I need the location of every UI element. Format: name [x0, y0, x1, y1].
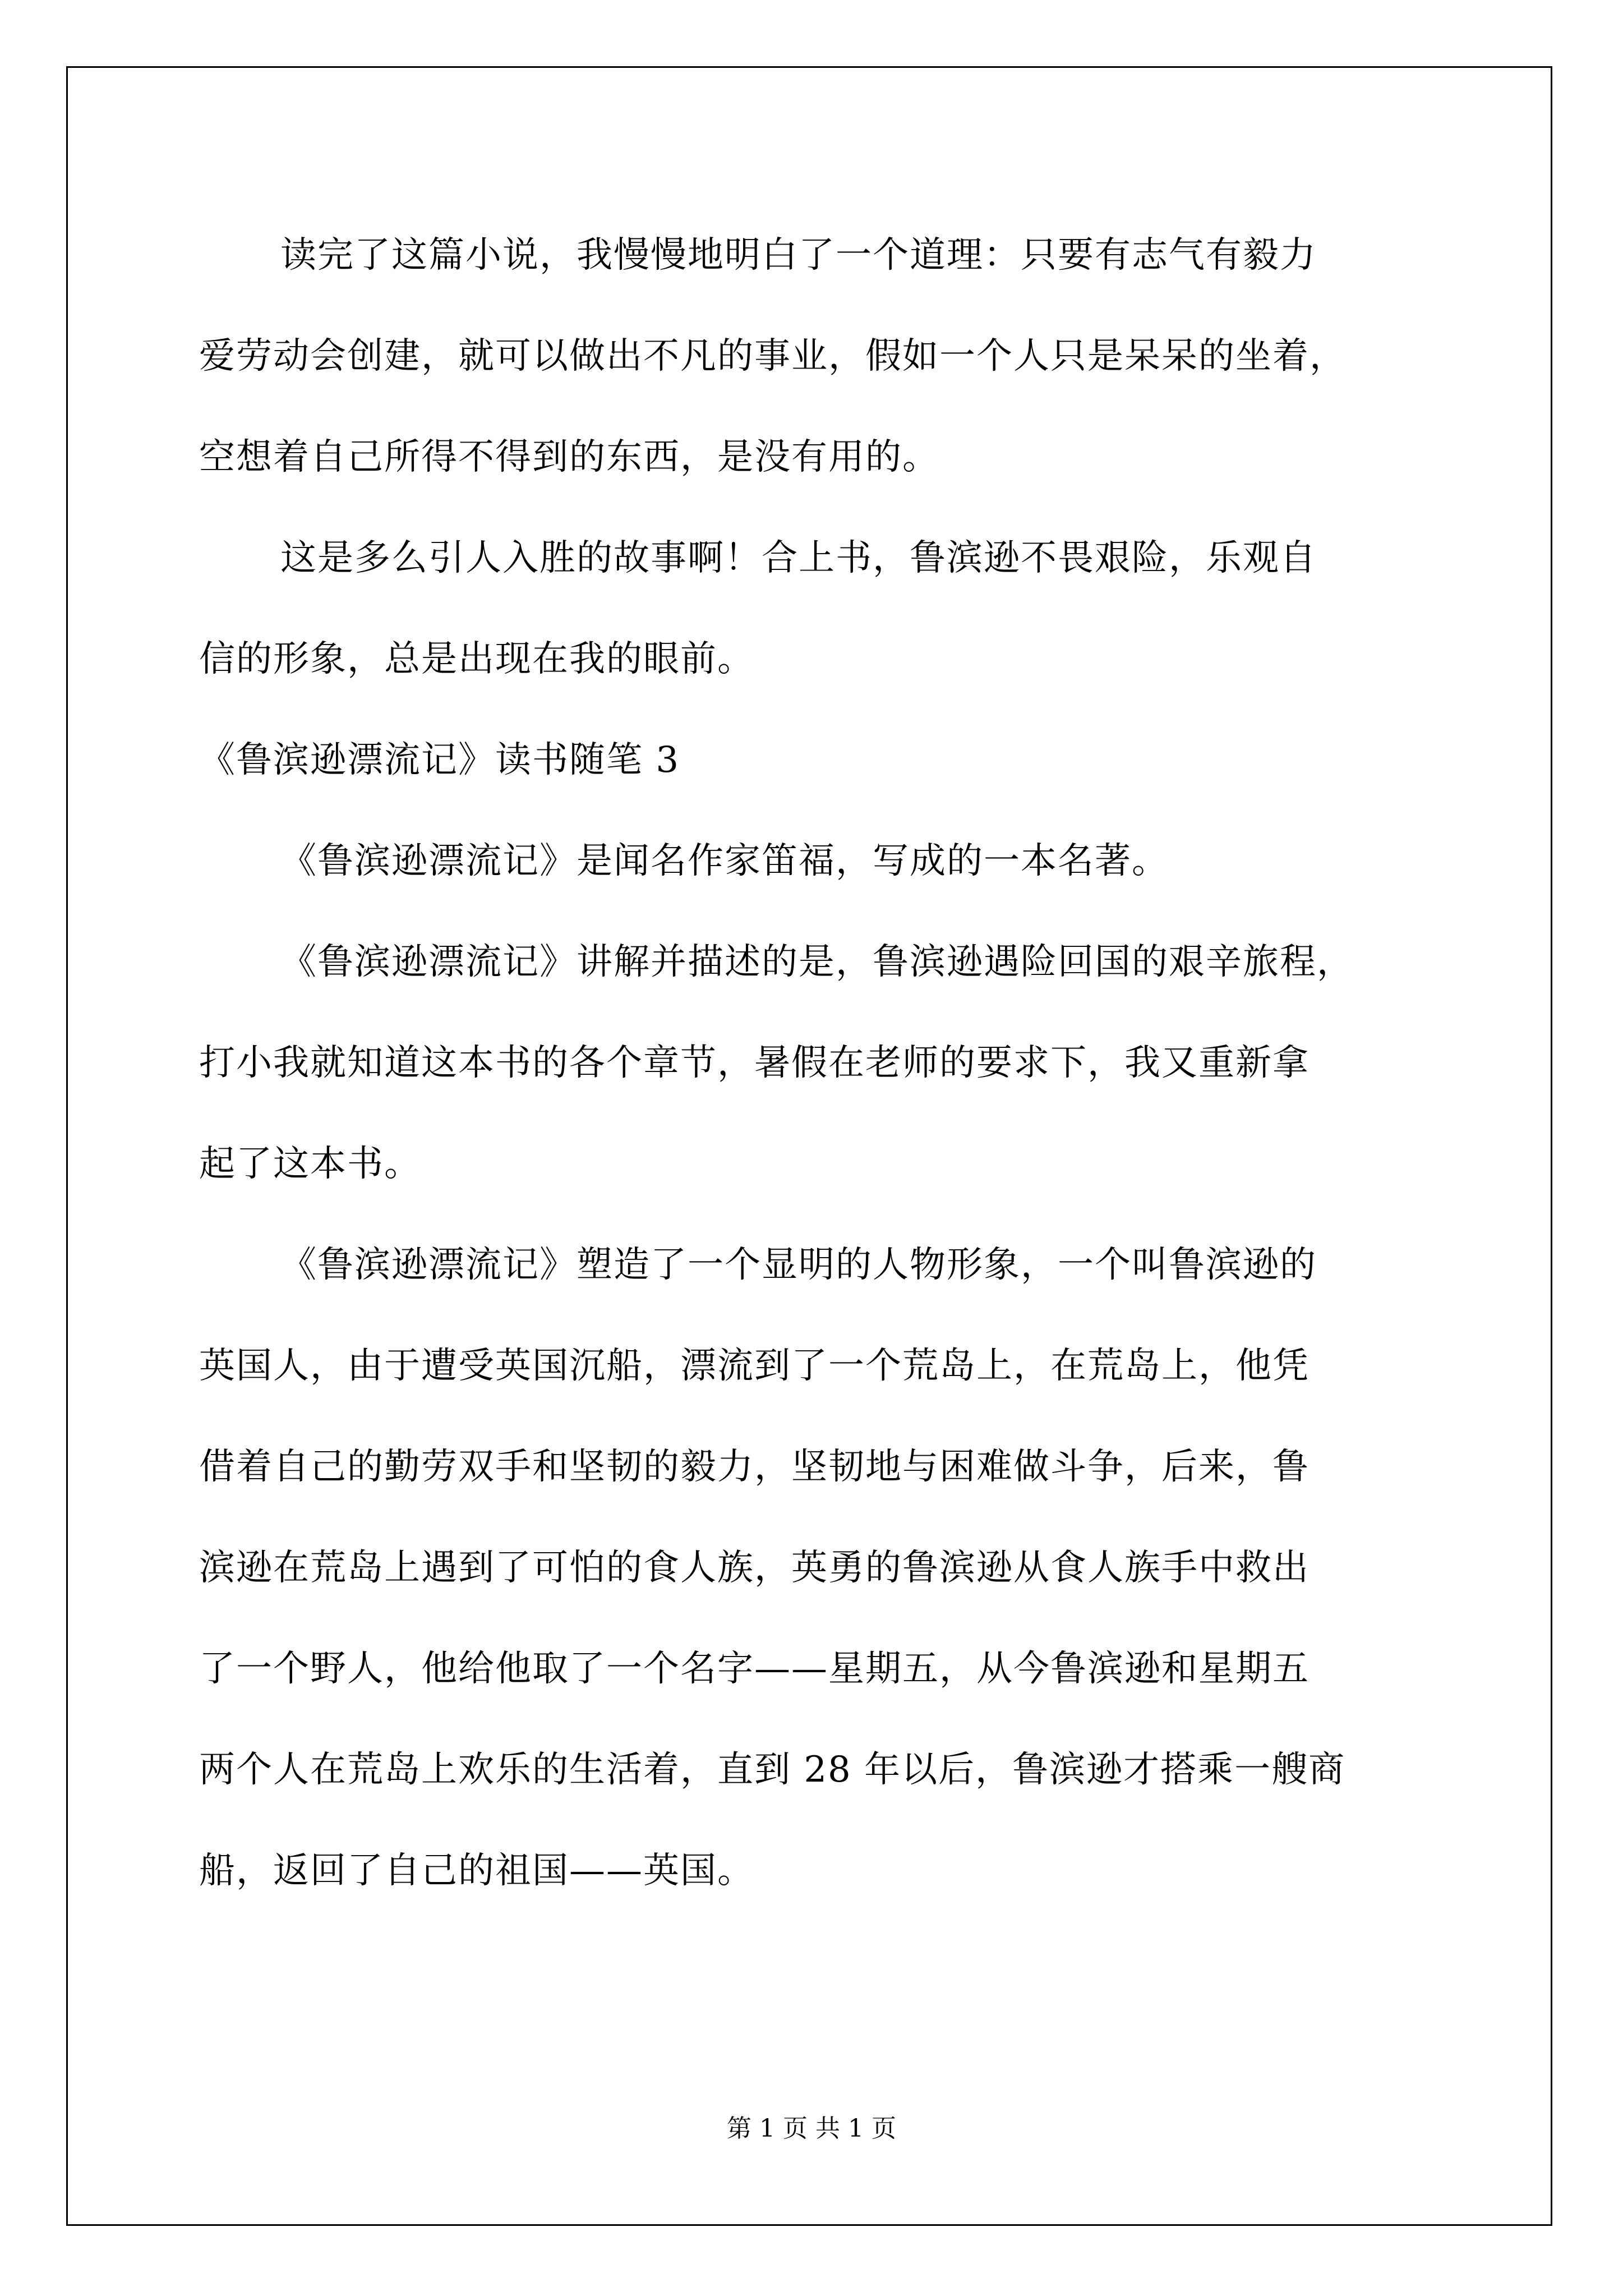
text-line: 船，返回了自己的祖国——英国。 — [199, 1850, 754, 1892]
section-heading: 《鲁滨逊漂流记》读书随笔 3 — [199, 739, 680, 781]
text-line: 《鲁滨逊漂流记》塑造了一个显明的人物形象，一个叫鲁滨逊的 — [280, 1244, 1317, 1286]
text-line: 《鲁滨逊漂流记》讲解并描述的是，鲁滨逊遇险回国的艰辛旅程， — [280, 941, 1354, 983]
text-line: 滨逊在荒岛上遇到了可怕的食人族，英勇的鲁滨逊从食人族手中救出 — [199, 1547, 1310, 1589]
text-line: 空想着自己所得不得到的东西，是没有用的。 — [199, 436, 939, 478]
text-line: 起了这本书。 — [199, 1143, 421, 1185]
text-line: 信的形象，总是出现在我的眼前。 — [199, 638, 754, 680]
text-line: 借着自己的勤劳双手和坚韧的毅力，坚韧地与困难做斗争，后来，鲁 — [199, 1446, 1310, 1488]
text-line: 两个人在荒岛上欢乐的生活着，直到 28 年以后，鲁滨逊才搭乘一艘商 — [199, 1749, 1346, 1791]
text-line: 这是多么引人入胜的故事啊！合上书，鲁滨逊不畏艰险，乐观自 — [280, 537, 1317, 579]
text-line: 了一个野人，他给他取了一个名字——星期五，从今鲁滨逊和星期五 — [199, 1648, 1310, 1690]
text-line: 《鲁滨逊漂流记》是闻名作家笛福，写成的一本名著。 — [280, 840, 1169, 882]
page-footer: 第 1 页 共 1 页 — [727, 2114, 896, 2143]
text-line: 打小我就知道这本书的各个章节，暑假在老师的要求下，我又重新拿 — [199, 1042, 1310, 1084]
text-line: 爱劳动会创建，就可以做出不凡的事业，假如一个人只是呆呆的坐着， — [199, 335, 1347, 377]
text-line: 英国人，由于遭受英国沉船，漂流到了一个荒岛上，在荒岛上，他凭 — [199, 1345, 1310, 1387]
text-line: 读完了这篇小说，我慢慢地明白了一个道理：只要有志气有毅力 — [280, 234, 1317, 276]
